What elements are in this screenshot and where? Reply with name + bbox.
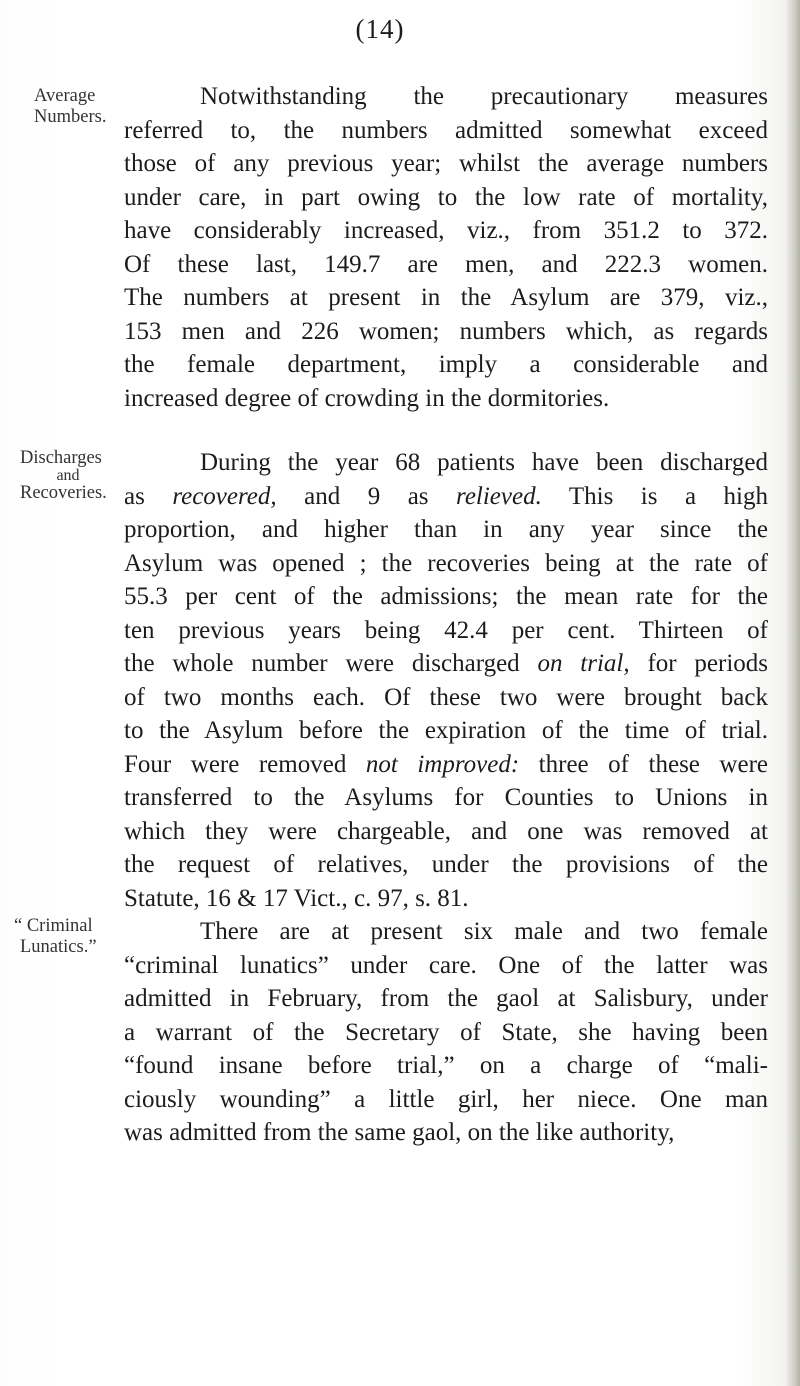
text-line: to the Asylum before the expiration of the time of trial.	[124, 717, 768, 744]
margin-note-line: Numbers.	[34, 107, 107, 127]
text-line: The numbers at present in the Asylum are 379, viz.,	[124, 284, 768, 311]
text-line: admitted in February, from the gaol at Salisbury, under	[124, 985, 768, 1012]
text-line: those of any previous year; whilst the average numbers	[124, 150, 768, 177]
text-line: Statute, 16 & 17 Vict., c. 97, s. 81.	[124, 884, 469, 912]
text-line: During the year 68 patients have been discharged	[200, 449, 768, 476]
paragraph-criminal-lunatics	[124, 915, 768, 1150]
text-line: “found insane before trial,” on a charge of “mali-	[124, 1052, 768, 1079]
margin-note-line: Average	[34, 86, 96, 106]
text-line: 153 men and 226 women; numbers which, as regards	[124, 317, 768, 345]
italic-phrase: recovered,	[172, 482, 277, 510]
paragraph-average-numbers	[124, 80, 768, 415]
text-line: Asylum was opened ; the recoveries being at the rate of	[124, 549, 768, 577]
margin-note-criminal-lunatics	[14, 916, 126, 958]
margin-note-discharges	[20, 448, 132, 504]
paragraph-discharges	[124, 446, 768, 915]
text-line: was admitted from the same gaol, on the like authority,	[124, 1119, 675, 1146]
text-line: ten previous years being 42.4 per cent. Thirteen of	[124, 616, 768, 644]
text-line: the female department, imply a considerable and	[124, 351, 768, 378]
text-line: which they were chargeable, and one was removed at	[124, 817, 768, 845]
margin-note-line: Recoveries.	[20, 483, 107, 503]
text-line: increased degree of crowding in the dormitories.	[124, 384, 610, 412]
text-line-italic-recovered: as recovered, and 9 as relieved. This is a high	[124, 482, 768, 510]
text-line: “criminal lunatics” under care. One of the latter was	[124, 951, 768, 979]
text-line: have considerably increased, viz., from 351.2 to 372.	[124, 217, 768, 244]
italic-phrase: not improved:	[365, 750, 520, 778]
margin-note-line: Discharges	[20, 448, 102, 468]
text-line: a warrant of the Secretary of State, she having been	[124, 1018, 768, 1046]
page-edge-shadow	[786, 0, 800, 1386]
text-line: transferred to the Asylums for Counties to Unions in	[124, 784, 768, 811]
text-line: of two months each. Of these two were brought back	[124, 683, 768, 711]
page-number: (14)	[355, 14, 405, 44]
text-line: referred to, the numbers admitted somewhat exceed	[124, 116, 768, 144]
italic-phrase: relieved.	[456, 482, 542, 510]
text-line: There are at present six male and two female	[200, 918, 768, 945]
text-line: ciously wounding” a little girl, her niece. One man	[124, 1085, 768, 1113]
text-line: proportion, and higher than in any year since the	[124, 516, 768, 543]
margin-note-line: Lunatics.”	[20, 937, 97, 957]
margin-note-line: “ Criminal	[14, 916, 93, 936]
text-line: Notwithstanding the precautionary measures	[200, 83, 768, 110]
text-line: under care, in part owing to the low rate of mortality,	[124, 183, 768, 211]
italic-phrase: on trial,	[537, 650, 630, 677]
margin-note-line: and	[56, 467, 80, 484]
text-line-italic-not-improved: Four were removed not improved: three of these were	[124, 750, 769, 778]
text-line: the request of relatives, under the provisions of the	[124, 851, 768, 878]
text-line: 55.3 per cent of the admissions; the mean rate for the	[124, 583, 768, 610]
text-line-italic-on-trial: the whole number were discharged on trial, for periods	[124, 650, 768, 677]
text-line: Of these last, 149.7 are men, and 222.3 women.	[124, 250, 768, 278]
